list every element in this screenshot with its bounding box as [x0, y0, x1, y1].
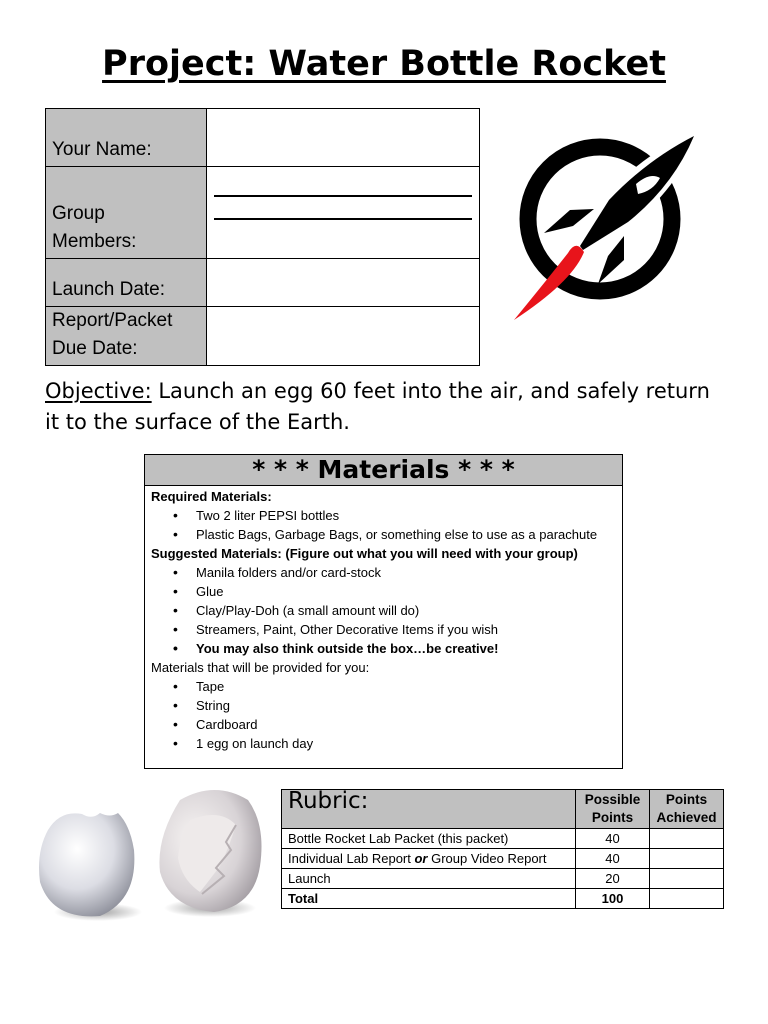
- possible-points-header-line2: Points: [591, 810, 634, 825]
- rubric-total-achieved-field[interactable]: [650, 889, 724, 909]
- due-date-label-line2: Due Date:: [52, 338, 138, 359]
- group-members-label-line1: Group: [52, 203, 105, 224]
- list-item: • Cardboard: [196, 715, 616, 734]
- list-item: • Glue: [196, 582, 616, 601]
- list-item-creative: • You may also think outside the box…be creative!: [196, 639, 616, 658]
- list-item: • Clay/Play-Doh (a small amount will do): [196, 601, 616, 620]
- rubric-item: Launch: [282, 869, 576, 889]
- your-name-field[interactable]: [207, 109, 480, 167]
- provided-materials-list: [151, 677, 616, 753]
- rubric-total-points: 100: [576, 889, 650, 909]
- list-item: • Manila folders and/or card-stock: [196, 563, 616, 582]
- list-item: • Streamers, Paint, Other Decorative Items if you wish: [196, 620, 616, 639]
- rocket-fin-right: [598, 236, 624, 284]
- group-members-label-line2: Members:: [52, 231, 137, 252]
- rubric-item: Bottle Rocket Lab Packet (this packet): [282, 829, 576, 849]
- suggested-materials-heading: Suggested Materials: (Figure out what you will need with your group): [151, 546, 578, 561]
- rubric-achieved-field[interactable]: [650, 829, 724, 849]
- required-materials-list: [151, 506, 616, 544]
- list-item: • Plastic Bags, Garbage Bags, or something else to use as a parachute: [196, 525, 616, 544]
- table-row: [282, 849, 724, 869]
- suggested-materials-list: [151, 563, 616, 658]
- table-row: [282, 869, 724, 889]
- your-name-label: Your Name:: [46, 109, 207, 167]
- rubric-achieved-field[interactable]: [650, 849, 724, 869]
- rocket-icon: [510, 124, 710, 324]
- objective-label: Objective:: [45, 379, 152, 403]
- rubric-points: 20: [576, 869, 650, 889]
- due-date-field[interactable]: [207, 307, 480, 366]
- rubric-total-label: Total: [282, 889, 576, 909]
- rubric-table: [281, 789, 724, 909]
- student-info-table: [45, 108, 480, 366]
- objective: [45, 376, 725, 438]
- table-row: [282, 829, 724, 849]
- group-members-label: [46, 167, 207, 259]
- table-row-total: [282, 889, 724, 909]
- due-date-label: [46, 307, 207, 366]
- launch-date-label: Launch Date:: [46, 259, 207, 307]
- list-item: • String: [196, 696, 616, 715]
- rubric-item-or: or: [414, 851, 428, 866]
- materials-box: [144, 454, 623, 769]
- possible-points-header-line1: Possible: [584, 792, 641, 807]
- list-item: • Two 2 liter PEPSI bottles: [196, 506, 616, 525]
- rubric-item-part: Group Video Report: [427, 851, 547, 866]
- rubric-points: 40: [576, 849, 650, 869]
- list-item: • 1 egg on launch day: [196, 734, 616, 753]
- provided-materials-heading: Materials that will be provided for you:: [151, 660, 370, 675]
- rubric-points: 40: [576, 829, 650, 849]
- points-achieved-header-line1: Points: [665, 792, 708, 807]
- launch-date-field[interactable]: [207, 259, 480, 307]
- due-date-label-line1: Report/Packet: [52, 310, 173, 331]
- group-member-line-1: [214, 195, 472, 197]
- required-materials-heading: Required Materials:: [151, 489, 272, 504]
- group-members-field[interactable]: [207, 167, 480, 259]
- points-achieved-header: [650, 790, 724, 829]
- rubric-item-part: Individual Lab Report: [288, 851, 415, 866]
- list-item: • Tape: [196, 677, 616, 696]
- points-achieved-header-line2: Achieved: [656, 810, 717, 825]
- egg-shell-left: [39, 813, 134, 916]
- rubric-title: Rubric:: [282, 790, 576, 829]
- rubric-item: [282, 849, 576, 869]
- group-member-line-2: [214, 218, 472, 220]
- rubric-achieved-field[interactable]: [650, 869, 724, 889]
- cracked-egg-image: [30, 780, 280, 930]
- possible-points-header: [576, 790, 650, 829]
- objective-text: Launch an egg 60 feet into the air, and safely return it to the surface of the Earth.: [45, 379, 710, 434]
- materials-header: * * * Materials * * *: [145, 455, 622, 486]
- page-title: Project: Water Bottle Rocket: [102, 44, 666, 84]
